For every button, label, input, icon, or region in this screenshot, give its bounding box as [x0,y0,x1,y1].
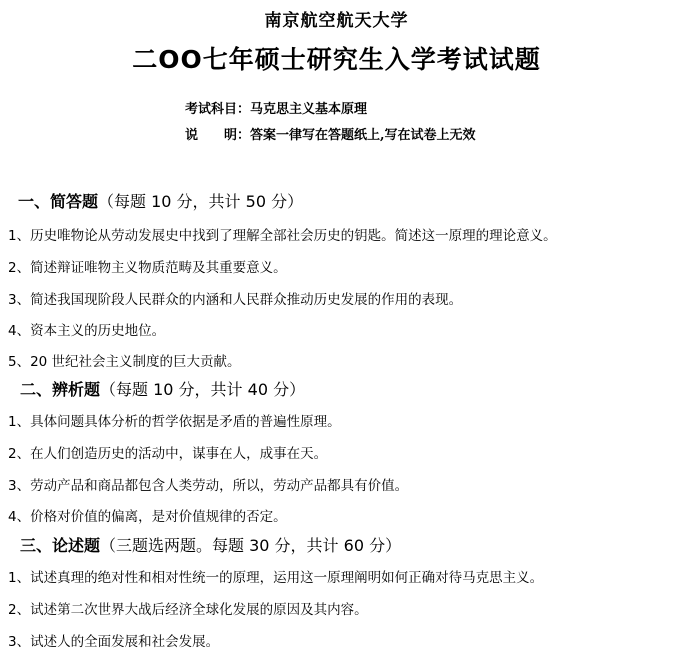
subject-label: 考试科目： [185,102,251,117]
section-title: 一、简答题 [18,192,99,211]
note-value: 答案一律写在答题纸上,写在试卷上无效 [250,128,476,143]
section-detail: （每题 10 分，共计 40 分） [100,380,306,399]
section-detail: （每题 10 分，共计 50 分） [98,192,304,211]
question-2-4: 4、价格对价值的偏离，是对价值规律的否定。 [8,509,287,525]
question-1-4: 4、资本主义的历史地位。 [8,323,166,339]
question-1-1: 1、历史唯物论从劳动发展史中找到了理解全部社会历史的钥匙。简述这一原理的理论意义。 [8,228,557,244]
section-heading-2 [20,377,305,400]
question-3-2: 2、试述第二次世界大战后经济全球化发展的原因及其内容。 [8,602,368,618]
university-name: 南京航空航天大学 [264,11,409,31]
question-2-3: 3、劳动产品和商品都包含人类劳动，所以，劳动产品都具有价值。 [8,478,409,494]
section-detail: （三题选两题。每题 30 分，共计 60 分） [100,536,402,555]
question-2-1: 1、具体问题具体分析的哲学依据是矛盾的普遍性原理。 [8,414,341,430]
question-1-2: 2、简述辩证唯物主义物质范畴及其重要意义。 [8,260,287,276]
section-heading-1 [18,189,303,212]
question-3-1: 1、试述真理的绝对性和相对性统一的原理，运用这一原理阐明如何正确对待马克思主义。 [8,570,544,586]
exam-note [185,124,476,143]
question-3-3: 3、试述人的全面发展和社会发展。 [8,634,220,650]
subject-value: 马克思主义基本原理 [250,102,368,117]
question-2-2: 2、在人们创造历史的活动中，谋事在人，成事在天。 [8,446,328,462]
note-label: 说 明： [185,128,251,143]
exam-title: 二OO七年硕士研究生入学考试试题 [132,45,541,74]
section-title: 二、辨析题 [20,380,101,399]
question-1-3: 3、简述我国现阶段人民群众的内涵和人民群众推动历史发展的作用的表现。 [8,292,463,308]
section-title: 三、论述题 [20,536,101,555]
exam-subject [185,98,367,117]
section-heading-3 [20,533,401,556]
question-1-5: 5、20 世纪社会主义制度的巨大贡献。 [8,354,241,370]
